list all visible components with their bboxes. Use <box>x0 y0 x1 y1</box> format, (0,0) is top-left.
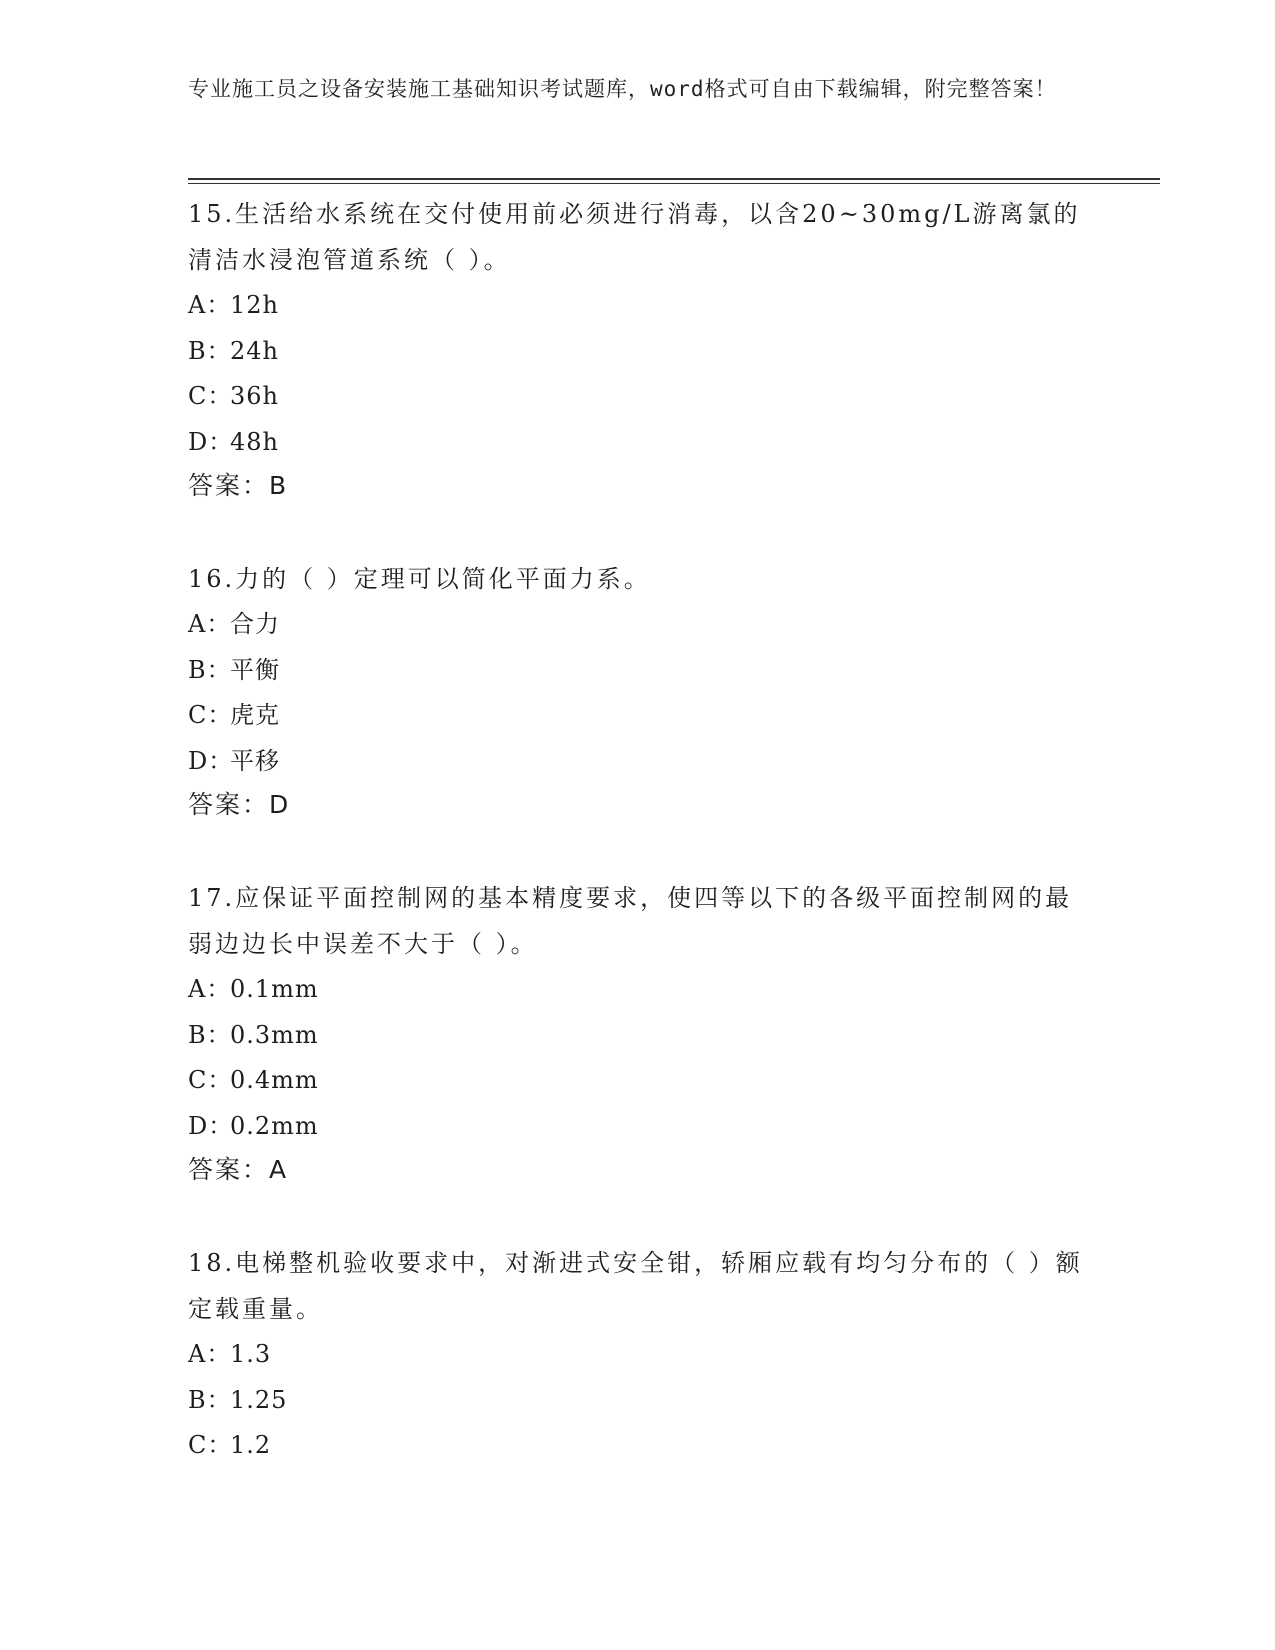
question-17 <box>188 875 1088 1191</box>
option-key: D： <box>188 427 234 456</box>
option-key: C： <box>188 1066 233 1094</box>
option-b <box>188 1013 1088 1059</box>
option-b <box>188 1378 1088 1424</box>
question-stem: 16.力的（ ）定理可以简化平面力系。 <box>188 565 651 593</box>
option-key: C： <box>188 1431 233 1459</box>
option-key: A： <box>188 610 232 638</box>
answer-line: 答案：A <box>188 1155 289 1184</box>
option-key: D： <box>188 746 234 775</box>
question-18 <box>188 1240 1088 1469</box>
option-text: 0.2mm <box>230 1111 319 1140</box>
option-a <box>188 967 1088 1013</box>
option-text: 1.2 <box>230 1431 272 1459</box>
question-15 <box>188 191 1088 507</box>
option-text: 36h <box>230 382 279 410</box>
option-text: 1.25 <box>230 1385 288 1414</box>
question-stem: 15.生活给水系统在交付使用前必须进行消毒，以含20~30mg/L游离氯的清洁水浸泡管道系统（ ）。 <box>188 200 1081 274</box>
option-key: A： <box>188 975 232 1003</box>
option-text: 48h <box>230 427 279 456</box>
option-text: 0.4mm <box>230 1066 319 1094</box>
document-header: 专业施工员之设备安装施工基础知识考试题库，word格式可自由下载编辑，附完整答案！ <box>188 77 1057 101</box>
option-a <box>188 1332 1088 1378</box>
option-text: 合力 <box>230 610 280 638</box>
answer-line: 答案：D <box>188 790 291 819</box>
option-text: 1.3 <box>230 1340 272 1368</box>
question-16 <box>188 556 1088 826</box>
option-key: B： <box>188 1020 232 1049</box>
option-key: B： <box>188 1385 232 1414</box>
answer-line: 答案：B <box>188 471 289 500</box>
option-d <box>188 739 1088 785</box>
option-key: A： <box>188 291 232 319</box>
option-a <box>188 602 1088 648</box>
option-c <box>188 1058 1088 1104</box>
option-text: 平移 <box>230 746 280 775</box>
option-text: 0.1mm <box>230 975 319 1003</box>
header-rule-thin <box>188 183 1160 184</box>
option-c <box>188 693 1088 739</box>
option-text: 平衡 <box>230 655 280 684</box>
question-stem: 18.电梯整机验收要求中，对渐进式安全钳，轿厢应载有均匀分布的（ ）额定载重量。 <box>188 1249 1083 1323</box>
option-d <box>188 1104 1088 1150</box>
option-b <box>188 329 1088 375</box>
option-b <box>188 648 1088 694</box>
option-key: C： <box>188 701 233 729</box>
option-c <box>188 374 1088 420</box>
option-key: C： <box>188 382 233 410</box>
option-text: 12h <box>230 291 279 319</box>
option-text: 24h <box>230 336 279 365</box>
option-d <box>188 420 1088 466</box>
header-rule-thick <box>188 178 1160 180</box>
option-key: B： <box>188 655 232 684</box>
option-key: A： <box>188 1340 232 1368</box>
question-stem: 17.应保证平面控制网的基本精度要求，使四等以下的各级平面控制网的最弱边边长中误差不大于（ ）。 <box>188 884 1073 958</box>
question-list <box>188 191 1088 1518</box>
option-text: 虎克 <box>230 701 280 729</box>
option-key: D： <box>188 1111 234 1140</box>
option-c <box>188 1423 1088 1469</box>
option-key: B： <box>188 336 232 365</box>
option-text: 0.3mm <box>230 1020 319 1049</box>
option-a <box>188 283 1088 329</box>
